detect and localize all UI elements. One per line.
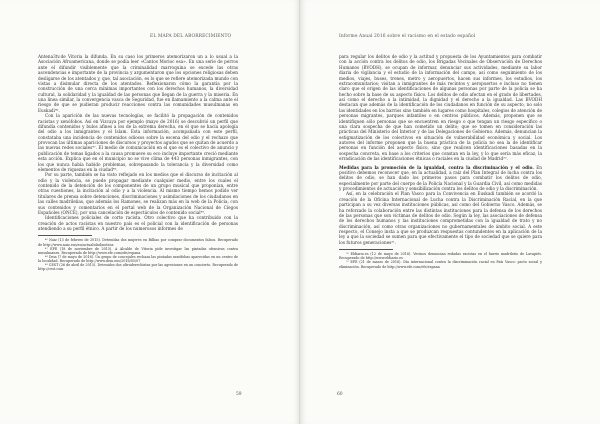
left-paragraph-3: Por su parte, también se ha visto reflejado en los medios que el discurso de incitación al odio y la violencia, se puede propagar mediante cualquier medio, entre los cuales el contenido de la detención de los componentes de un grupo musical que proponían, entre otras cuestiones, la incitación al odio y a la violencia. Al mismo tiempo hemos podido ver titulares de prensa sobre detenciones, discriminaciones y asimilaciones de los ciudadanos en las calles madrileñas, que además los Ramones, se realizan más en la web de la Policía, con sus contenidos y comentarios en el portal web de la Organización Nacional de Ciegos Españoles (ONCE), por una cancelación de espectáculos de contenido social⁴⁹. (38, 172, 238, 215)
right-running-header: Informe Anual 2016 sobre el racismo en el estado español (339, 34, 476, 39)
left-footnote-47: ⁴⁷ EFE (18 de noviembre de 2015). A Alcalde de Vitoria pide investigar las pintadas ofensivas contra musulmanes. Recuperado de http://www.efe.com/efe/espana (38, 246, 238, 255)
measures-text: En positivo debemos reconocer que, en la actualidad, a raíz del Plan Integral de lucha contra los delitos de odio, se han dado los primeros pasos para combatir los delitos de odio, especialmente por parte del cuerpo de la Policía Nacional y la Guardia Civil, así como medidas y procedimientos de actuación y sensibilización contra los delitos de odio y la discriminación. (339, 164, 542, 191)
left-text-block (38, 54, 238, 272)
left-footnote-46: ⁴⁶ Naiz (13 de febrero de 2015). Detenidas dos mujeres en Bilbao por comprar documentos falsos. Recuperado de http://www.naiz.eus/eu/actualidad/noticia (38, 238, 238, 247)
right-text-block (339, 54, 542, 269)
left-paragraph-1: Antena3tv.de Vitoria la difunda. En su caso los primeros atemorizaron un a lo usual a la Asociación Afroamericana, donde se podía leer «Cantos Morioc esa». En una serie de perros ante el difundir visiblemente que la criminalidad marroquina se excede las otras ascendencias e importante de la provincia y argumentaron que los opciones religiosas deben desligarse de los atentados y, que, tal asociación, es lo que se refiere atemorizada mundo con vistas a disimular directa de los atentados. Reflexionaron cómo la garantía por la construcción de una cerca mínimas importantes con los derechos humanos, la diversidad cultural, la solidaridad y la igualdad de las personas que llegan de la guerra y la miseria. En una línea similar, la convergencia vasca de Seguridad, fue en llamamiento a la calma ante el riesgo de que se pudieran producir reacciones contra las comunidades musulmanas en Euskadi⁴⁶. (38, 54, 238, 113)
right-page-number: 60 (337, 392, 343, 397)
right-footnote-50: ⁵⁰ Eldiario.es (12 de mayo de 2016). Vecinos denuncian redadas racistas en el barrio madrileño de Lavapiés. Recuperado de http://www.eldiario.es (339, 252, 542, 261)
left-paragraph-2: Con la aparición de las nuevas tecnologías, se facilitó la propagación de contenidos racistas y xenófobos. Así en Vizcaya por ejemplo (mayo de 2016) se descubrió un perfil que difundía contenidos y bulos afines a los de la extrema derecha, en el que se hacía apología del odio a los inmigrantes y el Islam. Esta información, acompañada con este perfil, constataba una incidencia de contenidos odiosos sobre la escena del odio y el rechazo que provocan las últimas apariciones de discursos y proyectos agudos que se quitan de acuerdo a las nuevas redes sociales⁴⁷. El medio de comunicación en el que es el colectivo de anuncio y publicación de temas ligados a la causa promueve su eco incluye importante creció mediante esta acción. Explica que en el municipio no se vive clima de 443 personas inmigrantes, con los que nunca había habido problemas, sobrepasando la tolerancia y la diversidad como elementos de riquezas en la ciudad⁴⁸. (38, 113, 238, 172)
right-paragraph-3: Así, en la celebración el Plan Vasco para la Convivencia en Euskadi también se acordó la creación de la Oficina Internacional de Lucha contra la Discriminación Racial, en la que participan a su vez diversas instituciones públicas, así como del Gobierno Vasco. Además, se ha reforzado la colaboración entre las distintas instituciones para la defensa de los derechos de las personas que son víctimas de delitos de odio. Según la ley, las asociaciones de defensa de los derechos humanos y las instituciones comprometidas con la igualdad de trato y no discriminación, así como otras organizaciones no gubernamentales de ámbito social. A este respecto, el Consejo insta a que se produzcan respuestas contundentes en la aplicación de la ley a que la sociedad se sumen para que efectivamente el tipo de sociedad que se quiere para los futuros generaciones⁵¹. (339, 191, 542, 245)
right-measures-paragraph (339, 165, 542, 192)
right-footnote-rule (339, 249, 393, 250)
left-footnote-48: ⁴⁸ Deia (7 de mayo de 2016). Un grupo de concejales rechaza las pintadas xenófobas aparecidas en un centro de la localidad. Recuperado de http://www.deia.eus/2016/05/07 (38, 255, 238, 264)
left-paragraph-4: Identificaciones policiales de corte racista. Otro colectivo que ha contribuido con la creación de actos racistas en nuestro país es el policial con la identificación de personas atendiendo a su perfil étnico. A partir de los numerosos informes de (38, 215, 238, 231)
left-page-number: 59 (236, 392, 242, 397)
right-paragraph-1: para regular los delitos de odio y la actitud y propuesta de los Ayuntamientos para combatir con la acción contra los delitos de odio, los Brigadas Vecinales de Observación de Derechos Humanos (BVODH), se ocupan de informar, denunciar sus actividades, mediante su labor diaria de vigilancia y el estudio de la información del campo, así como seguimiento de los medios, viajes, buses, trenes, metro y aeropuertos, hacen sus informes, los estudios, los extracomunitarios; visitan a inmigrantes de más recintos y aeropuertos e incluso no tienen claro que el origen de las identificaciones de algunas personas por parte de la policía se ha hecho sobre la base de su aspecto físico. Los delitos de odio afectan en el grado de libertades, así como el derecho a la intimidad, la dignidad y el derecho a la igualdad. Las BVODH destacan que además de la identificación de los ciudadanos en función de su aspecto, no solo las identidades en los barrios sino también en lugares como hospitales, colegios de atención de personas migrantes, parques infantiles o en centros públicos. Además, proponen que se identifiquen sólo personas que se encuentren en riesgo o que tengan un riesgo específico o una clara sospecha de que han cometido un delito; que se tomen en consideración las prácticas del Ministerio del Interior y de las Delegaciones de Gobierno. Además, denuncian la estigmatización de los colectivos en situación de vulnerabilidad económica y social. Los autores del informe proponen que la buena práctica de la policía no sea la de identificar personas en función del aspecto físico, sino que realicen identificaciones basadas en la sospecha concreta, en base a los criterios que constan en la ley, y lo que sería más eficaz, la erradicación de las identificaciones étnicas o raciales en la ciudad de Madrid⁵⁰. (339, 54, 542, 162)
left-running-header: EL MAPA DEL ABORRECIMIENTO (150, 34, 232, 39)
right-page (300, 0, 600, 424)
left-footnote-49: ⁴⁹ CEST (26 de abril de 2015). Detenidos dos ultraderechistas por las agresiones en un concierto. Recuperado de http://cest.com (38, 263, 238, 272)
right-footnote-51: ⁵¹ EFE (21 de marzo de 2016). Día internacional contra la discriminación racial en País Vasco: pacto social y eliminación. Recuperado de http://www.efe.com/efe/espana (339, 260, 542, 269)
measures-heading: Medidas para la promoción de la igualdad, contra la discriminación y el odio. (339, 164, 534, 170)
left-footnote-rule (38, 235, 92, 236)
